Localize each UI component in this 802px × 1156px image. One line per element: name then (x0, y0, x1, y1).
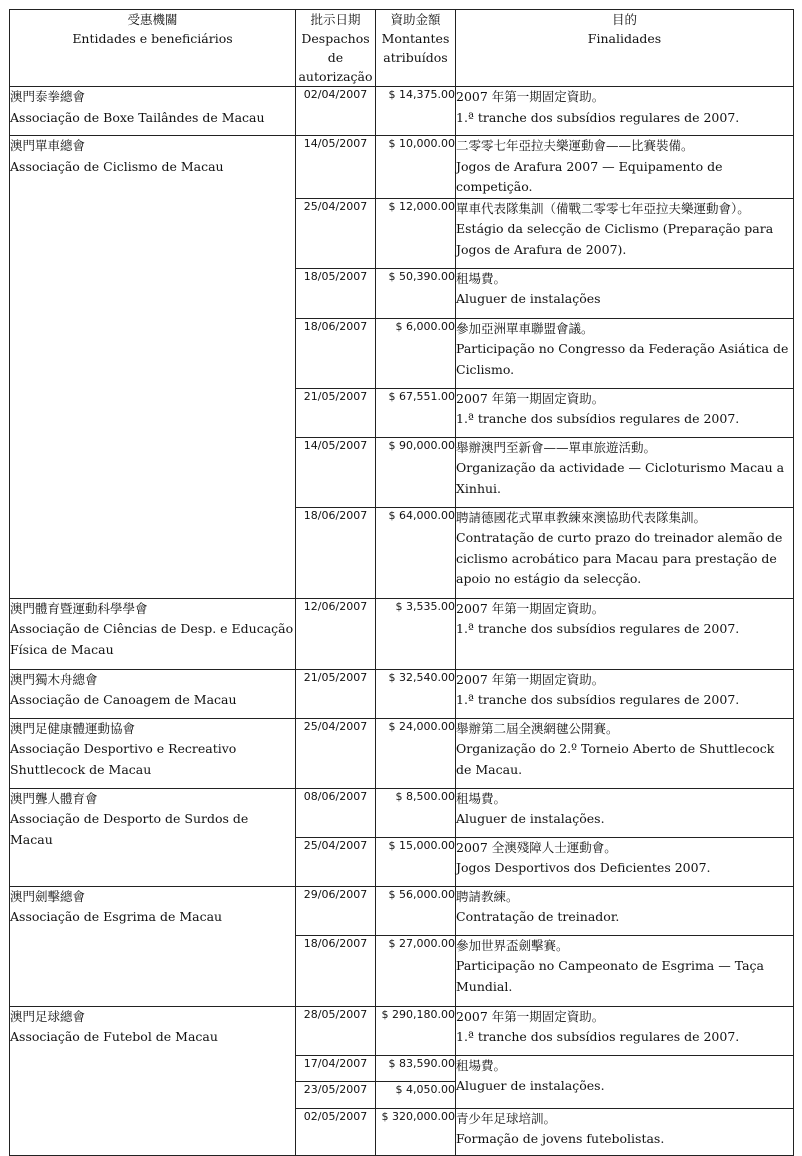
entity-zh: 澳門足健康體運動協會 (10, 720, 136, 736)
amount-cell: $ 83,590.00 (376, 1055, 456, 1081)
date-cell: 18/06/2007 (296, 318, 376, 388)
entity-cell (10, 136, 296, 599)
header-amount-pt2: atribuídos (383, 50, 448, 65)
header-date (296, 10, 376, 87)
header-amount-pt1: Montantes (381, 31, 450, 46)
purpose-cell (456, 669, 794, 718)
entity-pt: Associação de Desporto de Surdos de Macau (10, 811, 249, 847)
table-row (10, 788, 794, 837)
purpose-pt: Contratação de curto prazo do treinador alemão de ciclismo acrobático para Macau para prestação de apoio no estágio da selecção. (456, 530, 783, 586)
entity-zh: 澳門聾人體育會 (10, 790, 98, 806)
purpose-pt: Participação no Congresso da Federação Asiática de Ciclismo. (456, 341, 789, 377)
date-cell: 14/05/2007 (296, 136, 376, 199)
purpose-zh: 青少年足球培訓。 (456, 1110, 557, 1126)
date-cell: 18/05/2007 (296, 268, 376, 318)
date-cell: 28/05/2007 (296, 1006, 376, 1055)
purpose-pt: Formação de jovens futebolistas. (456, 1131, 665, 1146)
header-amount (376, 10, 456, 87)
amount-cell: $ 56,000.00 (376, 886, 456, 935)
date-cell: 29/06/2007 (296, 886, 376, 935)
purpose-zh: 參加世界盃劍擊賽。 (456, 937, 569, 953)
table-row (10, 669, 794, 718)
purpose-zh: 參加亞洲單車聯盟會議。 (456, 320, 594, 336)
purpose-pt: Jogos Desportivos dos Deficientes 2007. (456, 860, 711, 875)
purpose-zh: 舉辦澳門至新會——單車旅遊活動。 (456, 439, 657, 455)
amount-cell: $ 64,000.00 (376, 507, 456, 598)
date-cell: 02/05/2007 (296, 1108, 376, 1155)
purpose-cell (456, 886, 794, 935)
header-entity (10, 10, 296, 87)
purpose-cell (456, 507, 794, 598)
purpose-zh: 舉辦第二屆全澳網毽公開賽。 (456, 720, 619, 736)
purpose-pt: 1.ª tranche dos subsídios regulares de 2007. (456, 621, 740, 636)
entity-cell (10, 1006, 296, 1155)
entity-pt: Associação de Canoagem de Macau (10, 692, 237, 707)
purpose-zh: 聘請德國花式單車教練來澳協助代表隊集訓。 (456, 509, 707, 525)
purpose-cell (456, 718, 794, 788)
entity-zh: 澳門單車總會 (10, 138, 86, 153)
purpose-cell (456, 1055, 794, 1108)
amount-cell: $ 90,000.00 (376, 437, 456, 507)
purpose-pt: 1.ª tranche dos subsídios regulares de 2007. (456, 411, 740, 426)
entity-pt: Associação Desportivo e Recreativo Shuttlecock de Macau (10, 741, 237, 777)
header-entity-pt: Entidades e beneficiários (72, 31, 233, 46)
purpose-cell (456, 388, 794, 437)
purpose-pt: Contratação de treinador. (456, 909, 620, 924)
entity-zh: 澳門足球總會 (10, 1008, 86, 1024)
grants-table (9, 9, 794, 1156)
purpose-pt: Estágio da selecção de Ciclismo (Preparação para Jogos de Arafura de 2007). (456, 221, 774, 257)
purpose-pt: Participação no Campeonato de Esgrima — Taça Mundial. (456, 958, 764, 994)
purpose-cell (456, 87, 794, 136)
header-amount-zh: 資助金額 (390, 12, 441, 27)
purpose-zh: 單車代表隊集訓（備戰二零零七年亞拉夫樂運動會）。 (456, 200, 750, 216)
amount-cell: $ 50,390.00 (376, 268, 456, 318)
amount-cell: $ 24,000.00 (376, 718, 456, 788)
purpose-zh: 租場費。 (456, 1057, 507, 1073)
purpose-zh: 租場費。 (456, 270, 507, 286)
purpose-pt: 1.ª tranche dos subsídios regulares de 2007. (456, 109, 740, 125)
date-cell: 25/04/2007 (296, 198, 376, 268)
date-cell: 25/04/2007 (296, 718, 376, 788)
table-row (10, 598, 794, 669)
amount-cell: $ 8,500.00 (376, 788, 456, 837)
header-date-zh: 批示日期 (310, 12, 361, 27)
amount-cell: $ 12,000.00 (376, 198, 456, 268)
amount-cell: $ 6,000.00 (376, 318, 456, 388)
amount-cell: $ 10,000.00 (376, 136, 456, 199)
purpose-cell (456, 788, 794, 837)
date-cell: 02/04/2007 (296, 87, 376, 136)
purpose-pt: 1.ª tranche dos subsídios regulares de 2007. (456, 1029, 740, 1044)
purpose-cell (456, 318, 794, 388)
table-row (10, 87, 794, 136)
amount-cell: $ 3,535.00 (376, 598, 456, 669)
purpose-pt: Aluguer de instalações. (456, 811, 605, 826)
purpose-pt: Organização da actividade — Cicloturismo Macau a Xinhui. (456, 460, 785, 496)
table-row (10, 1006, 794, 1055)
entity-pt: Associação de Futebol de Macau (10, 1029, 218, 1044)
date-cell: 18/06/2007 (296, 507, 376, 598)
date-cell: 18/06/2007 (296, 935, 376, 1006)
date-cell: 12/06/2007 (296, 598, 376, 669)
entity-pt: Associação de Boxe Tailândes de Macau (10, 109, 265, 125)
purpose-cell (456, 136, 794, 199)
amount-cell: $ 67,551.00 (376, 388, 456, 437)
date-cell: 14/05/2007 (296, 437, 376, 507)
date-cell: 23/05/2007 (296, 1081, 376, 1108)
purpose-cell (456, 1006, 794, 1055)
purpose-cell (456, 437, 794, 507)
purpose-pt: Aluguer de instalações (456, 291, 601, 306)
amount-cell: $ 14,375.00 (376, 87, 456, 136)
entity-cell (10, 886, 296, 1006)
amount-cell: $ 320,000.00 (376, 1108, 456, 1155)
purpose-pt: 1.ª tranche dos subsídios regulares de 2007. (456, 692, 740, 707)
header-purpose-zh: 目的 (611, 12, 637, 27)
purpose-zh: 二零零七年亞拉夫樂運動會——比賽裝備。 (456, 138, 694, 153)
purpose-cell (456, 1108, 794, 1155)
purpose-zh: 2007 年第一期固定資助。 (456, 89, 605, 104)
entity-zh: 澳門劍擊總會 (10, 888, 86, 904)
entity-zh: 澳門體育暨運動科學學會 (10, 600, 148, 616)
amount-cell: $ 15,000.00 (376, 837, 456, 886)
amount-cell: $ 4,050.00 (376, 1081, 456, 1108)
purpose-pt: Jogos de Arafura 2007 — Equipamento de competição. (456, 158, 723, 194)
purpose-cell (456, 935, 794, 1006)
purpose-zh: 租場費。 (456, 790, 507, 806)
header-row (10, 10, 794, 87)
table-row (10, 136, 794, 199)
entity-zh: 澳門獨木舟總會 (10, 671, 98, 687)
date-cell: 25/04/2007 (296, 837, 376, 886)
entity-cell (10, 669, 296, 718)
purpose-cell (456, 268, 794, 318)
purpose-zh: 2007 年第一期固定資助。 (456, 600, 605, 616)
amount-cell: $ 27,000.00 (376, 935, 456, 1006)
table-row (10, 718, 794, 788)
purpose-cell (456, 598, 794, 669)
date-cell: 17/04/2007 (296, 1055, 376, 1081)
purpose-zh: 2007 年第一期固定資助。 (456, 1008, 605, 1024)
purpose-zh: 2007 年第一期固定資助。 (456, 390, 605, 406)
purpose-pt: Organização do 2.º Torneio Aberto de Shuttlecock de Macau. (456, 741, 775, 777)
entity-pt: Associação de Ciências de Desp. e Educação Física de Macau (10, 621, 294, 657)
entity-cell (10, 598, 296, 669)
amount-cell: $ 290,180.00 (376, 1006, 456, 1055)
purpose-zh: 2007 全澳殘障人士運動會。 (456, 839, 617, 855)
header-purpose-pt: Finalidades (587, 31, 662, 46)
purpose-zh: 聘請教練。 (456, 888, 519, 904)
date-cell: 08/06/2007 (296, 788, 376, 837)
entity-cell (10, 718, 296, 788)
purpose-cell (456, 198, 794, 268)
header-date-pt2: autorização (298, 69, 373, 84)
amount-cell: $ 32,540.00 (376, 669, 456, 718)
table-row (10, 886, 794, 935)
header-purpose (456, 10, 794, 87)
header-entity-zh: 受惠機關 (127, 12, 178, 27)
date-cell: 21/05/2007 (296, 669, 376, 718)
header-date-pt1: Despachos de (301, 31, 370, 65)
purpose-pt: Aluguer de instalações. (456, 1078, 605, 1093)
entity-pt: Associação de Esgrima de Macau (10, 909, 223, 924)
purpose-cell (456, 837, 794, 886)
date-cell: 21/05/2007 (296, 388, 376, 437)
purpose-zh: 2007 年第一期固定資助。 (456, 671, 605, 687)
entity-zh: 澳門泰拳總會 (10, 89, 86, 104)
entity-pt: Associação de Ciclismo de Macau (10, 158, 224, 174)
entity-cell (10, 788, 296, 886)
entity-cell (10, 87, 296, 136)
